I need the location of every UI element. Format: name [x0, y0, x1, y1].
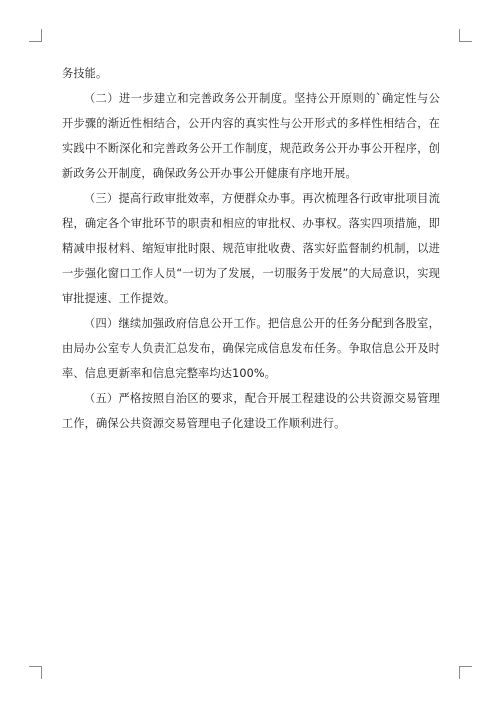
paragraph-continuation: 务技能。: [62, 67, 108, 80]
paragraph-item-4: （四）继续加强政府信息公开工作。把信息公开的任务分配到各股室，由局办公室专人负责汇总发布，确保完成信息发布任务。争取信息公开及时率、信息更新率和信息完整率均达100%。: [62, 317, 440, 380]
paragraph-item-3: （三）提高行政审批效率，方便群众办事。再次梳理各行政审批项目流程，确定各个审批环节的职责和相应的审批权、办事权。落实四项措施，即精减申报材料、缩短审批时限、规范审批收费、落实好监督制约机制，以进一步强化窗口工作人员“一切为了发展，一切服务于发展”的大局意识，实现审批提速、工作提效。: [62, 192, 440, 305]
crop-mark-top-left: [29, 29, 42, 42]
paragraph-item-2: （二）进一步建立和完善政务公开制度。坚持公开原则的`确定性与公开步骤的渐近性相结合，公开内容的真实性与公开形式的多样性相结合，在实践中不断深化和完善政务公开工作制度，规范政务公开办事公开程序，创新政务公开制度，确保政务公开办事公开健康有序地开展。: [62, 92, 440, 180]
crop-mark-top-right: [459, 29, 472, 42]
document-body: [62, 61, 440, 436]
crop-mark-bottom-right: [459, 666, 472, 679]
crop-mark-bottom-left: [29, 666, 42, 679]
paragraph-item-5: （五）严格按照自治区的要求，配合开展工程建设的公共资源交易管理工作，确保公共资源交易管理电子化建设工作顺利进行。: [62, 392, 440, 430]
